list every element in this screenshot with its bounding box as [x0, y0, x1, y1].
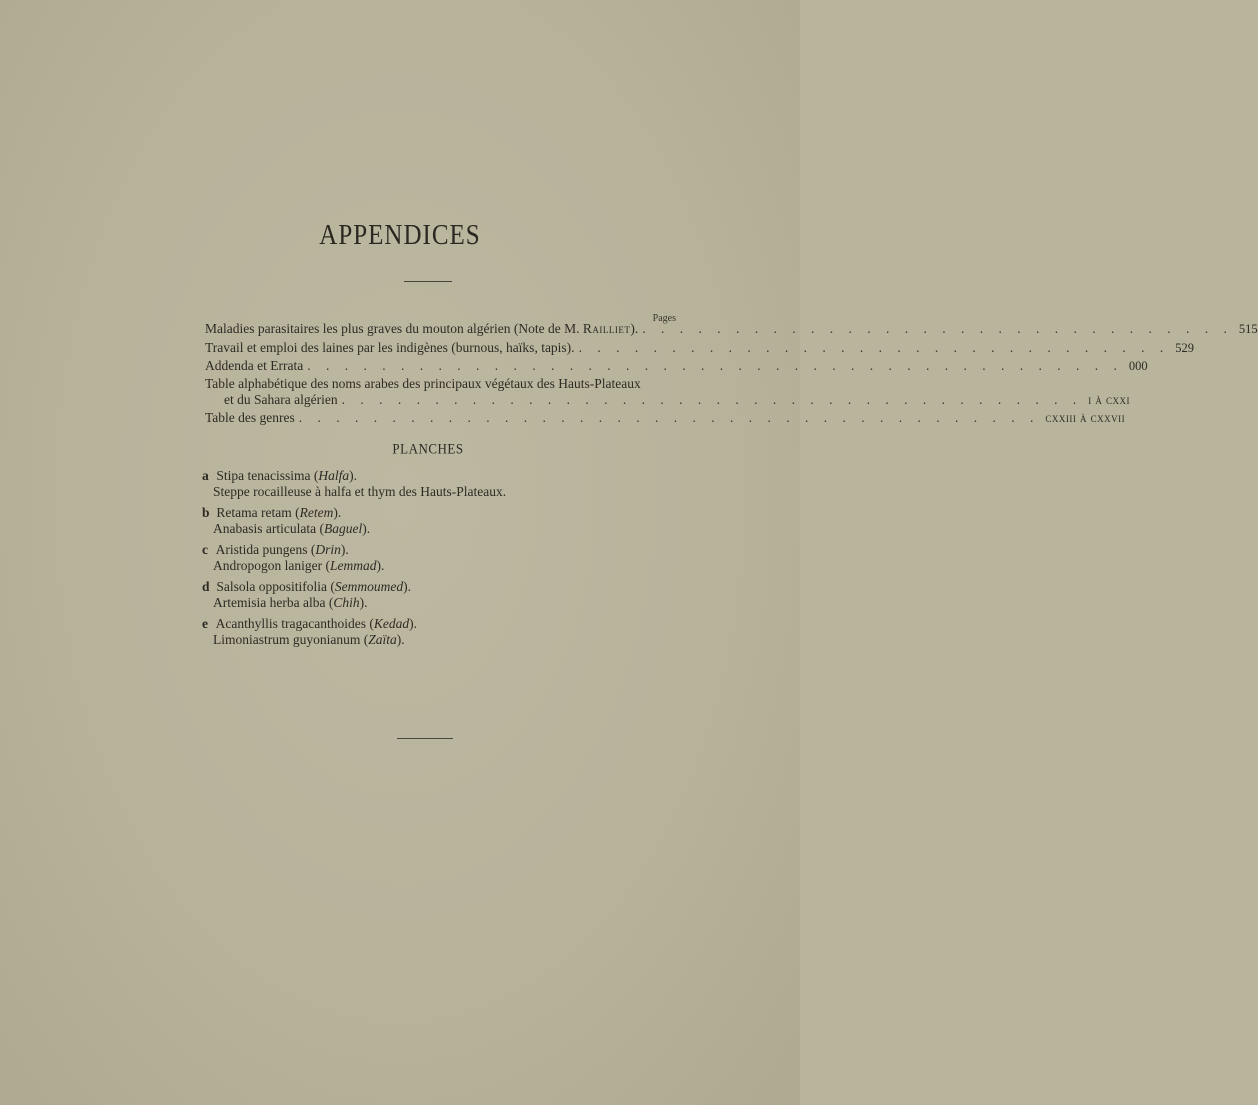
toc-entry-label: Travail et emploi des laines par les indigènes (burnous, haïks, tapis). — [205, 340, 575, 355]
plate-species: Aristida pungens — [215, 542, 308, 557]
leader-dots: . . . . . . . . . . . . . . . . . . . . . . . . . . . . . . . . — [642, 321, 1233, 336]
plate-species: Limoniastrum guyonianum — [213, 632, 361, 647]
plate-item: a Stipa tenacissima (Halfa). Steppe rocailleuse à halfa et thym des Hauts-Plateaux. — [202, 468, 507, 499]
plate-species: Andropogon laniger — [213, 558, 323, 573]
plate-arabic-name: Halfa — [318, 468, 350, 483]
plate-item: d Salsola oppositifolia (Semmoumed). Artemisia herba alba (Chih). — [202, 579, 411, 610]
toc-entry-page: 000 — [1128, 359, 1148, 373]
toc-entry-label: Table alphabétique des noms arabes des principaux végétaux des Hauts-Plateaux — [205, 376, 641, 391]
plate-arabic-name: Retem — [299, 505, 334, 520]
toc-entry — [205, 339, 1194, 356]
page-title: APPENDICES — [319, 220, 481, 251]
plate-species: Stipa tenacissima — [216, 468, 311, 483]
plates-list — [202, 468, 602, 653]
plate-species: Salsola oppositifolia — [216, 579, 327, 594]
toc-entry-label: et du Sahara algérien — [224, 392, 338, 407]
toc-entry — [205, 320, 1258, 337]
plate-species: Retama retam — [216, 505, 292, 520]
leader-dots: . . . . . . . . . . . . . . . . . . . . . . . . . . . . . . . . . . . . . . . . — [298, 410, 1040, 425]
toc-entry-label: Maladies parasitaires les plus graves du mouton algérien (Note de M. Railliet). — [205, 321, 639, 336]
toc-entry-label: Addenda et Errata — [205, 358, 304, 373]
plate-species: Artemisia herba alba — [213, 595, 326, 610]
plate-arabic-name: Zaïta — [368, 632, 397, 647]
plate-arabic-name: Drin — [315, 542, 341, 557]
plate-arabic-name: Lemmad — [329, 558, 377, 573]
author-name: Railliet — [582, 321, 631, 336]
toc-entry-page: 515 — [1238, 322, 1258, 336]
plate-species: Acanthyllis tragacanthoides — [215, 616, 366, 631]
plate-letter: a — [202, 468, 209, 483]
toc-entry-label: Table des genres — [205, 410, 295, 425]
plate-species: Anabasis articulata — [213, 521, 317, 536]
toc-entry — [205, 409, 1126, 426]
plate-arabic-name: Baguel — [323, 521, 363, 536]
plate-letter: d — [202, 579, 210, 594]
pages-column-header: Pages — [652, 313, 676, 324]
plate-item: c Aristida pungens (Drin). Andropogon laniger (Lemmad). — [202, 542, 385, 573]
plate-item: b Retama retam (Retem). Anabasis articulata (Baguel). — [202, 505, 371, 536]
planches-heading: PLANCHES — [392, 440, 464, 457]
plate-item: e Acanthyllis tragacanthoides (Kedad). Limoniastrum guyonianum (Zaïta). — [202, 616, 417, 647]
toc-entry — [205, 391, 1130, 408]
leader-dots: . . . . . . . . . . . . . . . . . . . . . . . . . . . . . . . . . . . . . . . . — [341, 392, 1083, 407]
toc-entry-page: 529 — [1175, 341, 1194, 355]
plate-letter: c — [202, 542, 208, 557]
toc-entry — [205, 357, 1148, 374]
plate-arabic-name: Kedad — [373, 616, 410, 631]
end-divider — [397, 738, 453, 739]
plate-letter: b — [202, 505, 210, 520]
toc-entry-page: i à cxxi — [1088, 393, 1130, 407]
plate-letter: e — [202, 616, 208, 631]
toc-entry-page: cxxiii à cxxvii — [1045, 411, 1126, 425]
plate-arabic-name: Semmoumed — [334, 579, 404, 594]
toc-entry — [205, 375, 681, 392]
leader-dots: . . . . . . . . . . . . . . . . . . . . . . . . . . . . . . . . . . . . . . . . . . . . — [307, 358, 1123, 373]
title-divider — [404, 281, 452, 282]
plate-caption: Steppe rocailleuse à halfa et thym des Hauts-Plateaux. — [213, 484, 507, 499]
leader-dots: . . . . . . . . . . . . . . . . . . . . . . . . . . . . . . . . — [578, 340, 1170, 355]
plate-arabic-name: Chih — [333, 595, 360, 610]
